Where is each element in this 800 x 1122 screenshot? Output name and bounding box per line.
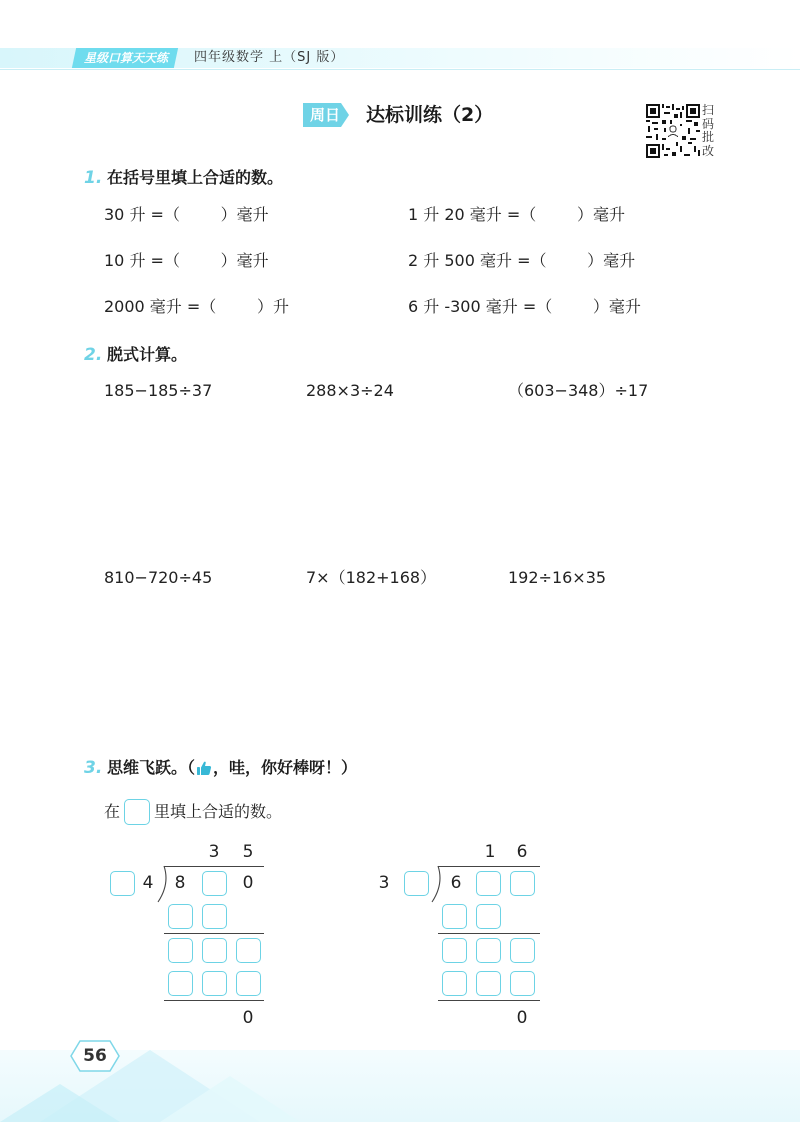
q3-instruction: 在 里填上合适的数。 bbox=[104, 799, 282, 825]
question-number-2: 2. bbox=[84, 345, 103, 365]
subtraction-line bbox=[164, 933, 264, 934]
q1-item-3: 10 升 =（ ）毫升 bbox=[104, 251, 269, 270]
question-number-3: 3. bbox=[84, 758, 103, 778]
quotient-digit: 6 bbox=[516, 842, 528, 862]
divisor-digit: 3 bbox=[378, 873, 390, 893]
calc-problem-2: 288×3÷24 bbox=[306, 381, 394, 400]
answer-box[interactable] bbox=[202, 871, 227, 896]
dividend-digit: 0 bbox=[242, 873, 254, 893]
subtraction-line bbox=[438, 1000, 540, 1001]
question-3-text: 思维飞跃。（ ，哇，你好棒呀！） bbox=[107, 758, 358, 777]
answer-box[interactable] bbox=[202, 938, 227, 963]
division-bar bbox=[438, 866, 540, 867]
answer-box[interactable] bbox=[476, 971, 501, 996]
answer-box[interactable] bbox=[510, 938, 535, 963]
answer-box[interactable] bbox=[442, 971, 467, 996]
answer-box[interactable] bbox=[110, 871, 135, 896]
scan-caption: 扫 码 批 改 bbox=[702, 103, 715, 158]
answer-box[interactable] bbox=[510, 871, 535, 896]
footer-decoration bbox=[0, 1040, 800, 1122]
answer-box[interactable] bbox=[442, 938, 467, 963]
calc-problem-6: 192÷16×35 bbox=[508, 568, 607, 587]
answer-box[interactable] bbox=[202, 971, 227, 996]
remainder-digit: 0 bbox=[516, 1008, 528, 1028]
q1-item-1: 30 升 =（ ）毫升 bbox=[104, 205, 269, 224]
remainder-digit: 0 bbox=[242, 1008, 254, 1028]
calc-problem-5: 7×（182+168） bbox=[306, 568, 437, 587]
calc-problem-3: （603−348）÷17 bbox=[508, 381, 649, 400]
answer-box[interactable] bbox=[168, 938, 193, 963]
answer-box[interactable] bbox=[510, 971, 535, 996]
quotient-digit: 3 bbox=[208, 842, 220, 862]
subtraction-line bbox=[164, 1000, 264, 1001]
week-badge: 周日 bbox=[309, 106, 340, 124]
page-number: 56 bbox=[83, 1046, 107, 1066]
quotient-digit: 5 bbox=[242, 842, 254, 862]
answer-box[interactable] bbox=[442, 904, 467, 929]
subtraction-line bbox=[438, 933, 540, 934]
answer-box[interactable] bbox=[236, 971, 261, 996]
q1-item-5: 2000 毫升 =（ ）升 bbox=[104, 297, 289, 316]
answer-box[interactable] bbox=[168, 971, 193, 996]
answer-box[interactable] bbox=[404, 871, 429, 896]
question-number-1: 1. bbox=[84, 168, 103, 188]
header-rule bbox=[0, 69, 800, 70]
thumbs-up-icon bbox=[196, 760, 212, 776]
q1-item-2: 1 升 20 毫升 =（ ）毫升 bbox=[408, 205, 625, 224]
quotient-digit: 1 bbox=[484, 842, 496, 862]
dividend-digit: 6 bbox=[450, 873, 462, 893]
divisor-digit: 4 bbox=[142, 873, 154, 893]
answer-box[interactable] bbox=[168, 904, 193, 929]
page-title: 达标训练（2） bbox=[366, 104, 494, 126]
answer-box[interactable] bbox=[476, 938, 501, 963]
answer-box-sample bbox=[124, 799, 150, 825]
answer-box[interactable] bbox=[476, 904, 501, 929]
calc-problem-1: 185−185÷37 bbox=[104, 381, 213, 400]
q1-item-6: 6 升 -300 毫升 =（ ）毫升 bbox=[408, 297, 641, 316]
dividend-digit: 8 bbox=[174, 873, 186, 893]
book-title: 四年级数学 上（SJ 版） bbox=[194, 50, 345, 65]
answer-box[interactable] bbox=[202, 904, 227, 929]
q1-item-4: 2 升 500 毫升 =（ ）毫升 bbox=[408, 251, 636, 270]
calc-problem-4: 810−720÷45 bbox=[104, 568, 213, 587]
answer-box[interactable] bbox=[236, 938, 261, 963]
qr-code-icon[interactable] bbox=[646, 104, 700, 158]
division-bar bbox=[164, 866, 264, 867]
question-1-text: 在括号里填上合适的数。 bbox=[107, 168, 284, 187]
answer-box[interactable] bbox=[476, 871, 501, 896]
series-tag: 星级口算天天练 bbox=[72, 48, 178, 68]
question-2-text: 脱式计算。 bbox=[107, 345, 188, 364]
